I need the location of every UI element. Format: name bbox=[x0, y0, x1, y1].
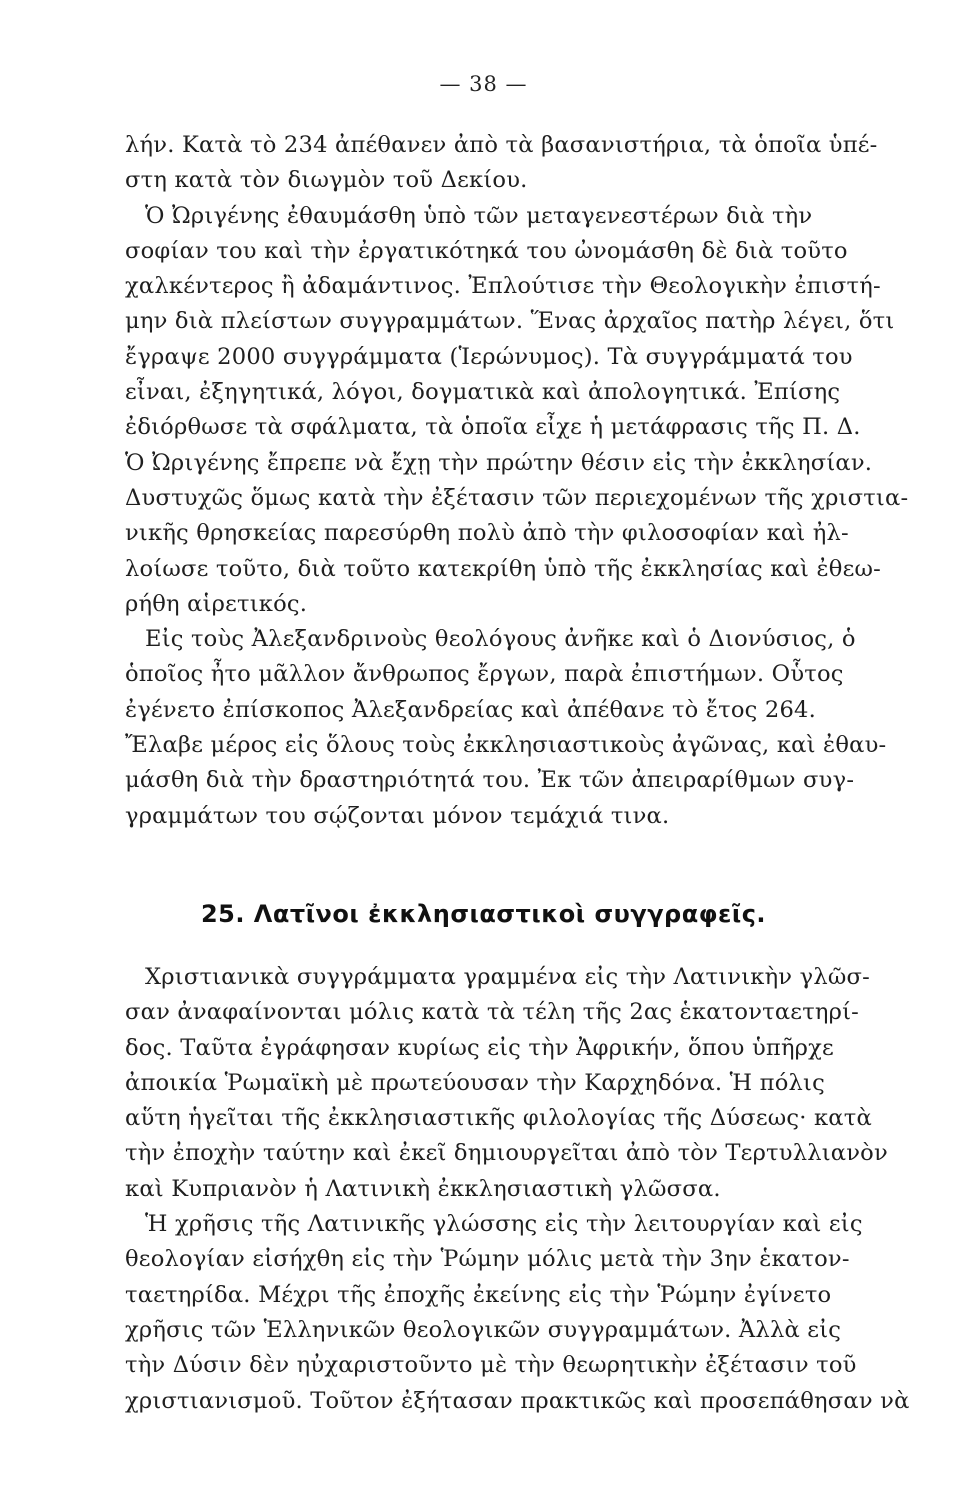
text-line: Ὁ Ὠριγένης ἔπρεπε νὰ ἔχῃ τὴν πρώτην θέσιν εἰς τὴν ἐκκλησίαν. bbox=[125, 449, 873, 476]
text-line: τὴν Δύσιν δὲν ηὐχαριστοῦντο μὲ τὴν θεωρητικὴν ἐξέτασιν τοῦ bbox=[125, 1352, 857, 1379]
text-line: εἶναι, ἐξηγητικά, λόγοι, δογματικὰ καὶ ἀπολογητικά. Ἐπίσης bbox=[125, 379, 841, 406]
text-line: σαν ἀναφαίνονται μόλις κατὰ τὰ τέλη τῆς 2ας ἑκατονταετηρί- bbox=[125, 999, 860, 1026]
body-text-upper bbox=[125, 128, 937, 834]
text-line: ἔγραψε 2000 συγγράμματα (Ἱερώνυμος). Τὰ συγγράμματά του bbox=[125, 343, 853, 370]
text-line: ἐγένετο ἐπίσκοπος Ἀλεξανδρείας καὶ ἀπέθανε τὸ ἔτος 264. bbox=[125, 696, 817, 723]
text-line: ἐδιόρθωσε τὰ σφάλματα, τὰ ὁποῖα εἶχε ἡ μετάφρασις τῆς Π. Δ. bbox=[125, 414, 861, 441]
text-line: ρήθη αἱρετικός. bbox=[125, 590, 308, 617]
text-line: στη κατὰ τὸν διωγμὸν τοῦ Δεκίου. bbox=[125, 167, 528, 194]
text-line: ὁποῖος ἦτο μᾶλλον ἄνθρωπος ἔργων, παρὰ ἐπιστήμων. Οὗτος bbox=[125, 661, 844, 688]
text-line: καὶ Κυπριανὸν ἡ Λατινικὴ ἐκκλησιαστικὴ γλῶσσα. bbox=[125, 1175, 721, 1202]
text-line: γραμμάτων του σῴζονται μόνον τεμάχιά τινα. bbox=[125, 802, 670, 829]
text-line: νικῆς θρησκείας παρεσύρθη πολὺ ἀπὸ τὴν φιλοσοφίαν καὶ ἠλ- bbox=[125, 520, 849, 547]
text-line: Ὁ Ὠριγένης ἐθαυμάσθη ὑπὸ τῶν μεταγενεστέρων διὰ τὴν bbox=[145, 202, 813, 229]
section-heading: 25. Λατῖνοι ἐκκλησιαστικοὶ συγγραφεῖς. bbox=[200, 900, 767, 928]
text-line: ταετηρίδα. Μέχρι τῆς ἐποχῆς ἐκείνης εἰς τὴν Ῥώμην ἐγίνετο bbox=[125, 1281, 832, 1308]
text-line: χριστιανισμοῦ. Τοῦτον ἐξήτασαν πρακτικῶς καὶ προσεπάθησαν νὰ bbox=[125, 1387, 910, 1414]
text-line: αὕτη ἡγεῖται τῆς ἐκκλησιαστικῆς φιλολογίας τῆς Δύσεως· κατὰ bbox=[125, 1105, 872, 1132]
page-number: — 38 — bbox=[439, 72, 528, 96]
text-line: θεολογίαν εἰσήχθη εἰς τὴν Ῥώμην μόλις μετὰ τὴν 3ην ἑκατον- bbox=[125, 1246, 850, 1273]
text-line: Χριστιανικὰ συγγράμματα γραμμένα εἰς τὴν Λατινικὴν γλῶσ- bbox=[145, 964, 870, 990]
text-line: Ἡ χρῆσις τῆς Λατινικῆς γλώσσης εἰς τὴν λειτουργίαν καὶ εἰς bbox=[145, 1211, 863, 1238]
text-line: Ἔλαβε μέρος εἰς ὅλους τοὺς ἐκκλησιαστικοὺς ἀγῶνας, καὶ ἐθαυ- bbox=[125, 732, 887, 759]
text-line: λήν. Κατὰ τὸ 234 ἀπέθανεν ἀπὸ τὰ βασανιστήρια, τὰ ὁποῖα ὑπέ- bbox=[125, 132, 878, 158]
text-line: ἀποικία Ῥωμαϊκὴ μὲ πρωτεύουσαν τὴν Καρχηδόνα. Ἡ πόλις bbox=[125, 1069, 825, 1096]
body-text-lower bbox=[125, 960, 937, 1419]
text-line: χαλκέντερος ἢ ἀδαμάντινος. Ἐπλούτισε τὴν Θεολογικὴν ἐπιστή- bbox=[125, 273, 881, 300]
text-line: Δυστυχῶς ὅμως κατὰ τὴν ἐξέτασιν τῶν περιεχομένων τῆς χριστια- bbox=[125, 484, 909, 511]
text-line: δος. Ταῦτα ἐγράφησαν κυρίως εἰς τὴν Ἀφρικήν, ὅπου ὑπῆρχε bbox=[125, 1034, 834, 1061]
text-line: σοφίαν του καὶ τὴν ἐργατικότηκά του ὠνομάσθη δὲ διὰ τοῦτο bbox=[125, 237, 848, 264]
text-line: Εἰς τοὺς Ἀλεξανδρινοὺς θεολόγους ἀνῆκε καὶ ὁ Διονύσιος, ὁ bbox=[145, 626, 856, 653]
text-line: μην διὰ πλείστων συγγραμμάτων. Ἕνας ἀρχαῖος πατὴρ λέγει, ὅτι bbox=[125, 308, 895, 335]
text-line: χρῆσις τῶν Ἑλληνικῶν θεολογικῶν συγγραμμάτων. Ἀλλὰ εἰς bbox=[125, 1316, 842, 1343]
text-line: τὴν ἐποχὴν ταύτην καὶ ἐκεῖ δημιουργεῖται ἀπὸ τὸν Τερτυλλιανὸν bbox=[125, 1140, 888, 1167]
text-line: λοίωσε τοῦτο, διὰ τοῦτο κατεκρίθη ὑπὸ τῆς ἐκκλησίας καὶ ἐθεω- bbox=[125, 555, 881, 582]
text-line: μάσθη διὰ τὴν δραστηριότητά του. Ἐκ τῶν ἀπειραρίθμων συγ- bbox=[125, 767, 855, 794]
